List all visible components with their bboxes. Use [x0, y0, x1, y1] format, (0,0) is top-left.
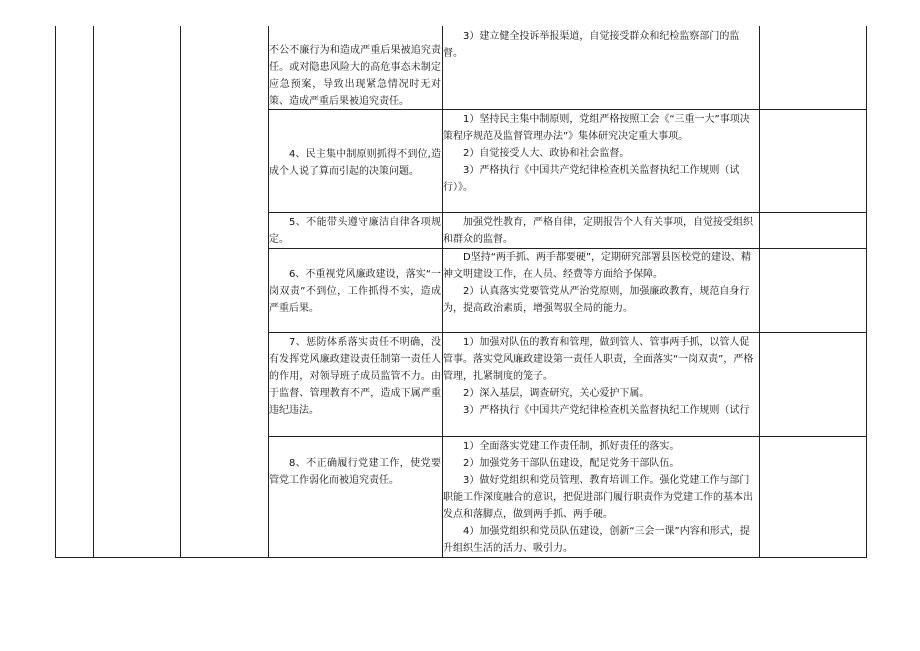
- measure-item: 3）严格执行《中国共产党纪律检查机关监督执纪工作规则（试行: [463, 405, 750, 416]
- measure-cell: [443, 438, 758, 557]
- measure-item: 加强党性教育，严格自律，定期报告个人有关事项，自觉接受组织和群众的监督。: [443, 217, 753, 245]
- risk-text: 6、不重视党风廉政建设，落实“一岗双责”不到位，工作抓得不实，造成严重后果。: [269, 269, 441, 314]
- risk-cell: [269, 455, 441, 489]
- row-divider: [268, 436, 867, 437]
- measure-item: 2）认真落实党要管党从严治党原则，加强廉政教育，规范自身行为，提高政治素质，增强驾驭全局的能力。: [443, 286, 750, 314]
- measure-item: 3）建立健全投诉举报渠道，自觉接受群众和纪检监察部门的监督。: [443, 31, 740, 59]
- risk-text: 8、不正确履行党建工作，使党要管党工作弱化而被追究责任。: [269, 458, 441, 486]
- risk-cell: [269, 214, 441, 248]
- table-border-right: [866, 26, 867, 557]
- measure-item: 3）做好党组织和党员管理、教育培训工作。强化党建工作与部门职能工作深度融合的意识，把促进部门履行职责作为党建工作的基本出发点和落脚点，做到两手抓、两手硬。: [443, 475, 753, 520]
- column-divider: [180, 26, 181, 557]
- risk-cell: [269, 42, 441, 110]
- measure-item: 1）坚持民主集中制原则，党组严格按照工会《“三重一大”事项决策程序规范及监督管理办法”》集体研究决定重大事项。: [443, 114, 750, 142]
- measure-item: 2）深入基层，调查研究，关心爱护下属。: [463, 388, 650, 399]
- risk-text: 不公不廉行为和造成严重后果被追究责任。或对隐患风险大的高危事态未制定应急预案，导致出现紧急情况时无对策、造成严重后果被追究责任。: [269, 45, 441, 107]
- column-divider: [759, 26, 760, 557]
- measure-cell: [443, 214, 758, 248]
- risk-text: 5、不能带头遵守廉洁自律各项规定。: [269, 217, 441, 245]
- measure-item: 4）加强党组织和党员队伍建设，创新“三会一课”内容和形式，提升组织生活的活力、吸引力。: [443, 526, 750, 554]
- measure-item: 1）全面落实党建工作责任制，抓好责任的落实。: [463, 441, 680, 452]
- column-divider: [93, 26, 94, 557]
- table-border-left: [55, 26, 56, 557]
- measure-item: D坚持“两手抓、两手都要硬”，定期研究部署县医校党的建设、精神文明建设工作，在人员、经费等方面给予保障。: [443, 252, 752, 280]
- row-divider: [268, 212, 867, 213]
- risk-cell: [269, 334, 441, 419]
- risk-cell: [269, 266, 441, 317]
- measure-item: 2）加强党务干部队伍建设，配足党务干部队伍。: [463, 458, 680, 469]
- risk-cell: [269, 146, 441, 180]
- measure-item: 3）严格执行《中国共产党纪律检查机关监督执纪工作规则（试行）》。: [443, 165, 740, 193]
- table-border-bottom: [55, 557, 867, 558]
- measure-item: 2）自觉接受人大、政协和社会监督。: [463, 148, 630, 159]
- measure-cell: [443, 111, 758, 196]
- measure-cell: [443, 249, 758, 317]
- row-divider: [268, 332, 867, 333]
- measure-cell: [443, 28, 758, 62]
- measure-item: 1）加强对队伍的教育和管理，做到管人、管事两手抓，以管人促管事。落实党风廉政建设第一责任人职责，全面落实“一岗双责”，严格管理，扎紧制度的笼子。: [443, 337, 754, 382]
- measure-cell: [443, 334, 758, 419]
- risk-text: 7、惩防体系落实责任不明确，没有发挥党风廉政建设责任制第一责任人的作用，对领导班子成员监管不力。由于监督、管理教育不严，造成下属严重违纪违法。: [269, 337, 441, 416]
- risk-text: 4、民主集中制原则抓得不到位,造成个人说了算而引起的决策问题。: [269, 149, 441, 177]
